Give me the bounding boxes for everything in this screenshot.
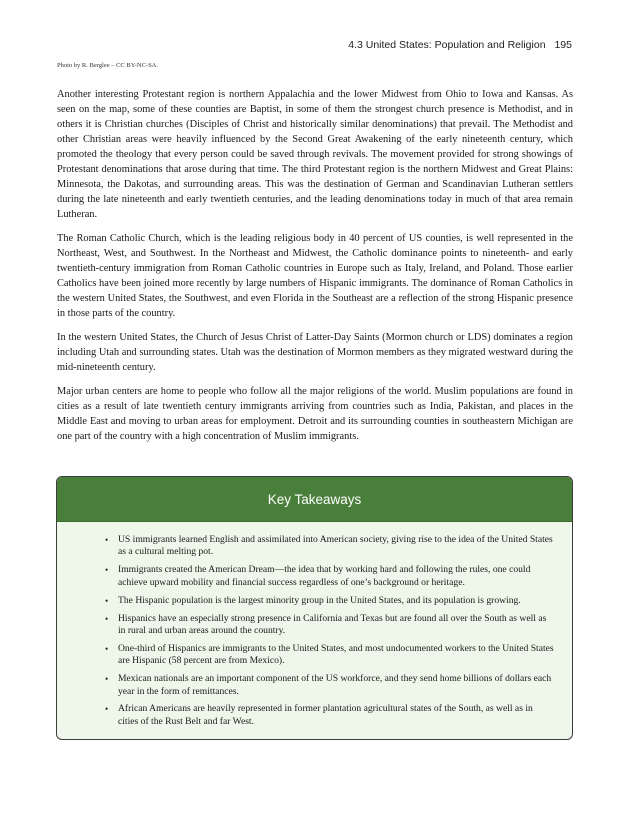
bullet-icon: • — [105, 613, 109, 624]
takeaway-item — [105, 564, 554, 589]
page-number: 195 — [554, 39, 572, 51]
section-title: 4.3 United States: Population and Religion — [348, 39, 546, 51]
takeaway-text: US immigrants learned English and assimilated into American society, giving rise to the idea of the United States as a cultural melting pot. — [118, 534, 553, 558]
key-takeaways-header — [57, 477, 572, 522]
key-takeaways-box — [56, 476, 573, 740]
paragraph-urban-religions: Major urban centers are home to people who follow all the major religions of the world. Muslim populations are found in cities as a result of late twentieth century immigrants arriving from countries such as India, Pakistan, and places in the Middle East and moving to urban areas for employment. Detroit and its surrounding counties in southeastern Michigan are one part of the country with a high concentration of Muslim immigrants. — [57, 386, 573, 442]
bullet-icon: • — [105, 704, 109, 715]
paragraph-roman-catholic: The Roman Catholic Church, which is the leading religious body in 40 percent of US counties, is well represented in the Northeast, West, and Southwest. In the Northeast and Midwest, the Catholic dominance points to nineteenth- and early twentieth-century immigration from Roman Catholic countries in Europe such as Italy, Ireland, and Poland. Those earlier Catholics have been joined more recently by large numbers of Hispanic immigrants. The dominance of Roman Catholics in the western United States, the Southwest, and even Florida in the Southeast are a reflection of the strong Hispanic presence in those parts of the country. — [57, 233, 573, 319]
takeaway-text: Immigrants created the American Dream—the idea that by working hard and following the rules, one could achieve upward mobility and financial success regardless of one’s background or heritage. — [118, 564, 531, 588]
bullet-icon: • — [105, 565, 109, 576]
takeaway-text: Hispanics have an especially strong presence in California and Texas but are found all over the South as well as in rural and urban areas around the country. — [118, 612, 547, 636]
photo-credit: Photo by R. Berglee – CC BY-NC-SA. — [57, 62, 158, 69]
takeaway-text: African Americans are heavily represented in former plantation agricultural states of the South, as well as in cities of the Rust Belt and far West. — [118, 703, 533, 727]
key-takeaways-list — [57, 534, 572, 728]
takeaway-text: The Hispanic population is the largest minority group in the United States, and its population is growing. — [118, 594, 521, 606]
bullet-icon: • — [105, 595, 109, 606]
bullet-icon: • — [105, 674, 109, 685]
paragraph-latter-day-saints: In the western United States, the Church of Jesus Christ of Latter-Day Saints (Mormon church or LDS) dominates a region including Utah and surrounding states. Utah was the destination of Mormon members as they migrated westward during the mid-nineteenth century. — [57, 332, 573, 373]
running-header — [348, 39, 572, 51]
bullet-icon: • — [105, 535, 109, 545]
takeaway-item — [105, 643, 554, 668]
takeaway-text: One-third of Hispanics are immigrants to the United States, and most undocumented workers to the United States are Hispanic (58 percent are from Mexico). — [118, 642, 554, 667]
paragraph-protestant-regions: Another interesting Protestant region is northern Appalachia and the lower Midwest from Ohio to Iowa and Kansas. As seen on the map, some of these counties are Baptist, in some of them the strongest church presence is Methodist, and in others it is Christian churches (Disciples of Christ and historically similar denominations) that prevail. The Methodist and other Christian areas were heavily influenced by the Second Great Awakening of the early nineteenth century, which promoted the theology that every person could be saved through revivals. The movement provided for strong showings of Protestant denominations that arose during that time. The third Protestant region is the northern Midwest and Great Plains: Minnesota, the Dakotas, and surrounding areas. This was the destination of German and Scandinavian Lutheran settlers during the late nineteenth and early twentieth centuries, and the leading denominations today in much of that area remain Lutheran. — [57, 89, 573, 220]
takeaway-item — [105, 613, 554, 638]
takeaway-item — [105, 703, 554, 728]
key-takeaways-title: Key Takeaways — [267, 491, 362, 507]
body-text — [57, 87, 573, 453]
takeaway-text: Mexican nationals are an important component of the US workforce, and they send home billions of dollars each year in the form of remittances. — [118, 673, 552, 697]
takeaway-item — [105, 673, 554, 698]
takeaway-item — [105, 534, 554, 559]
takeaway-item — [105, 595, 554, 607]
bullet-icon: • — [105, 643, 109, 654]
